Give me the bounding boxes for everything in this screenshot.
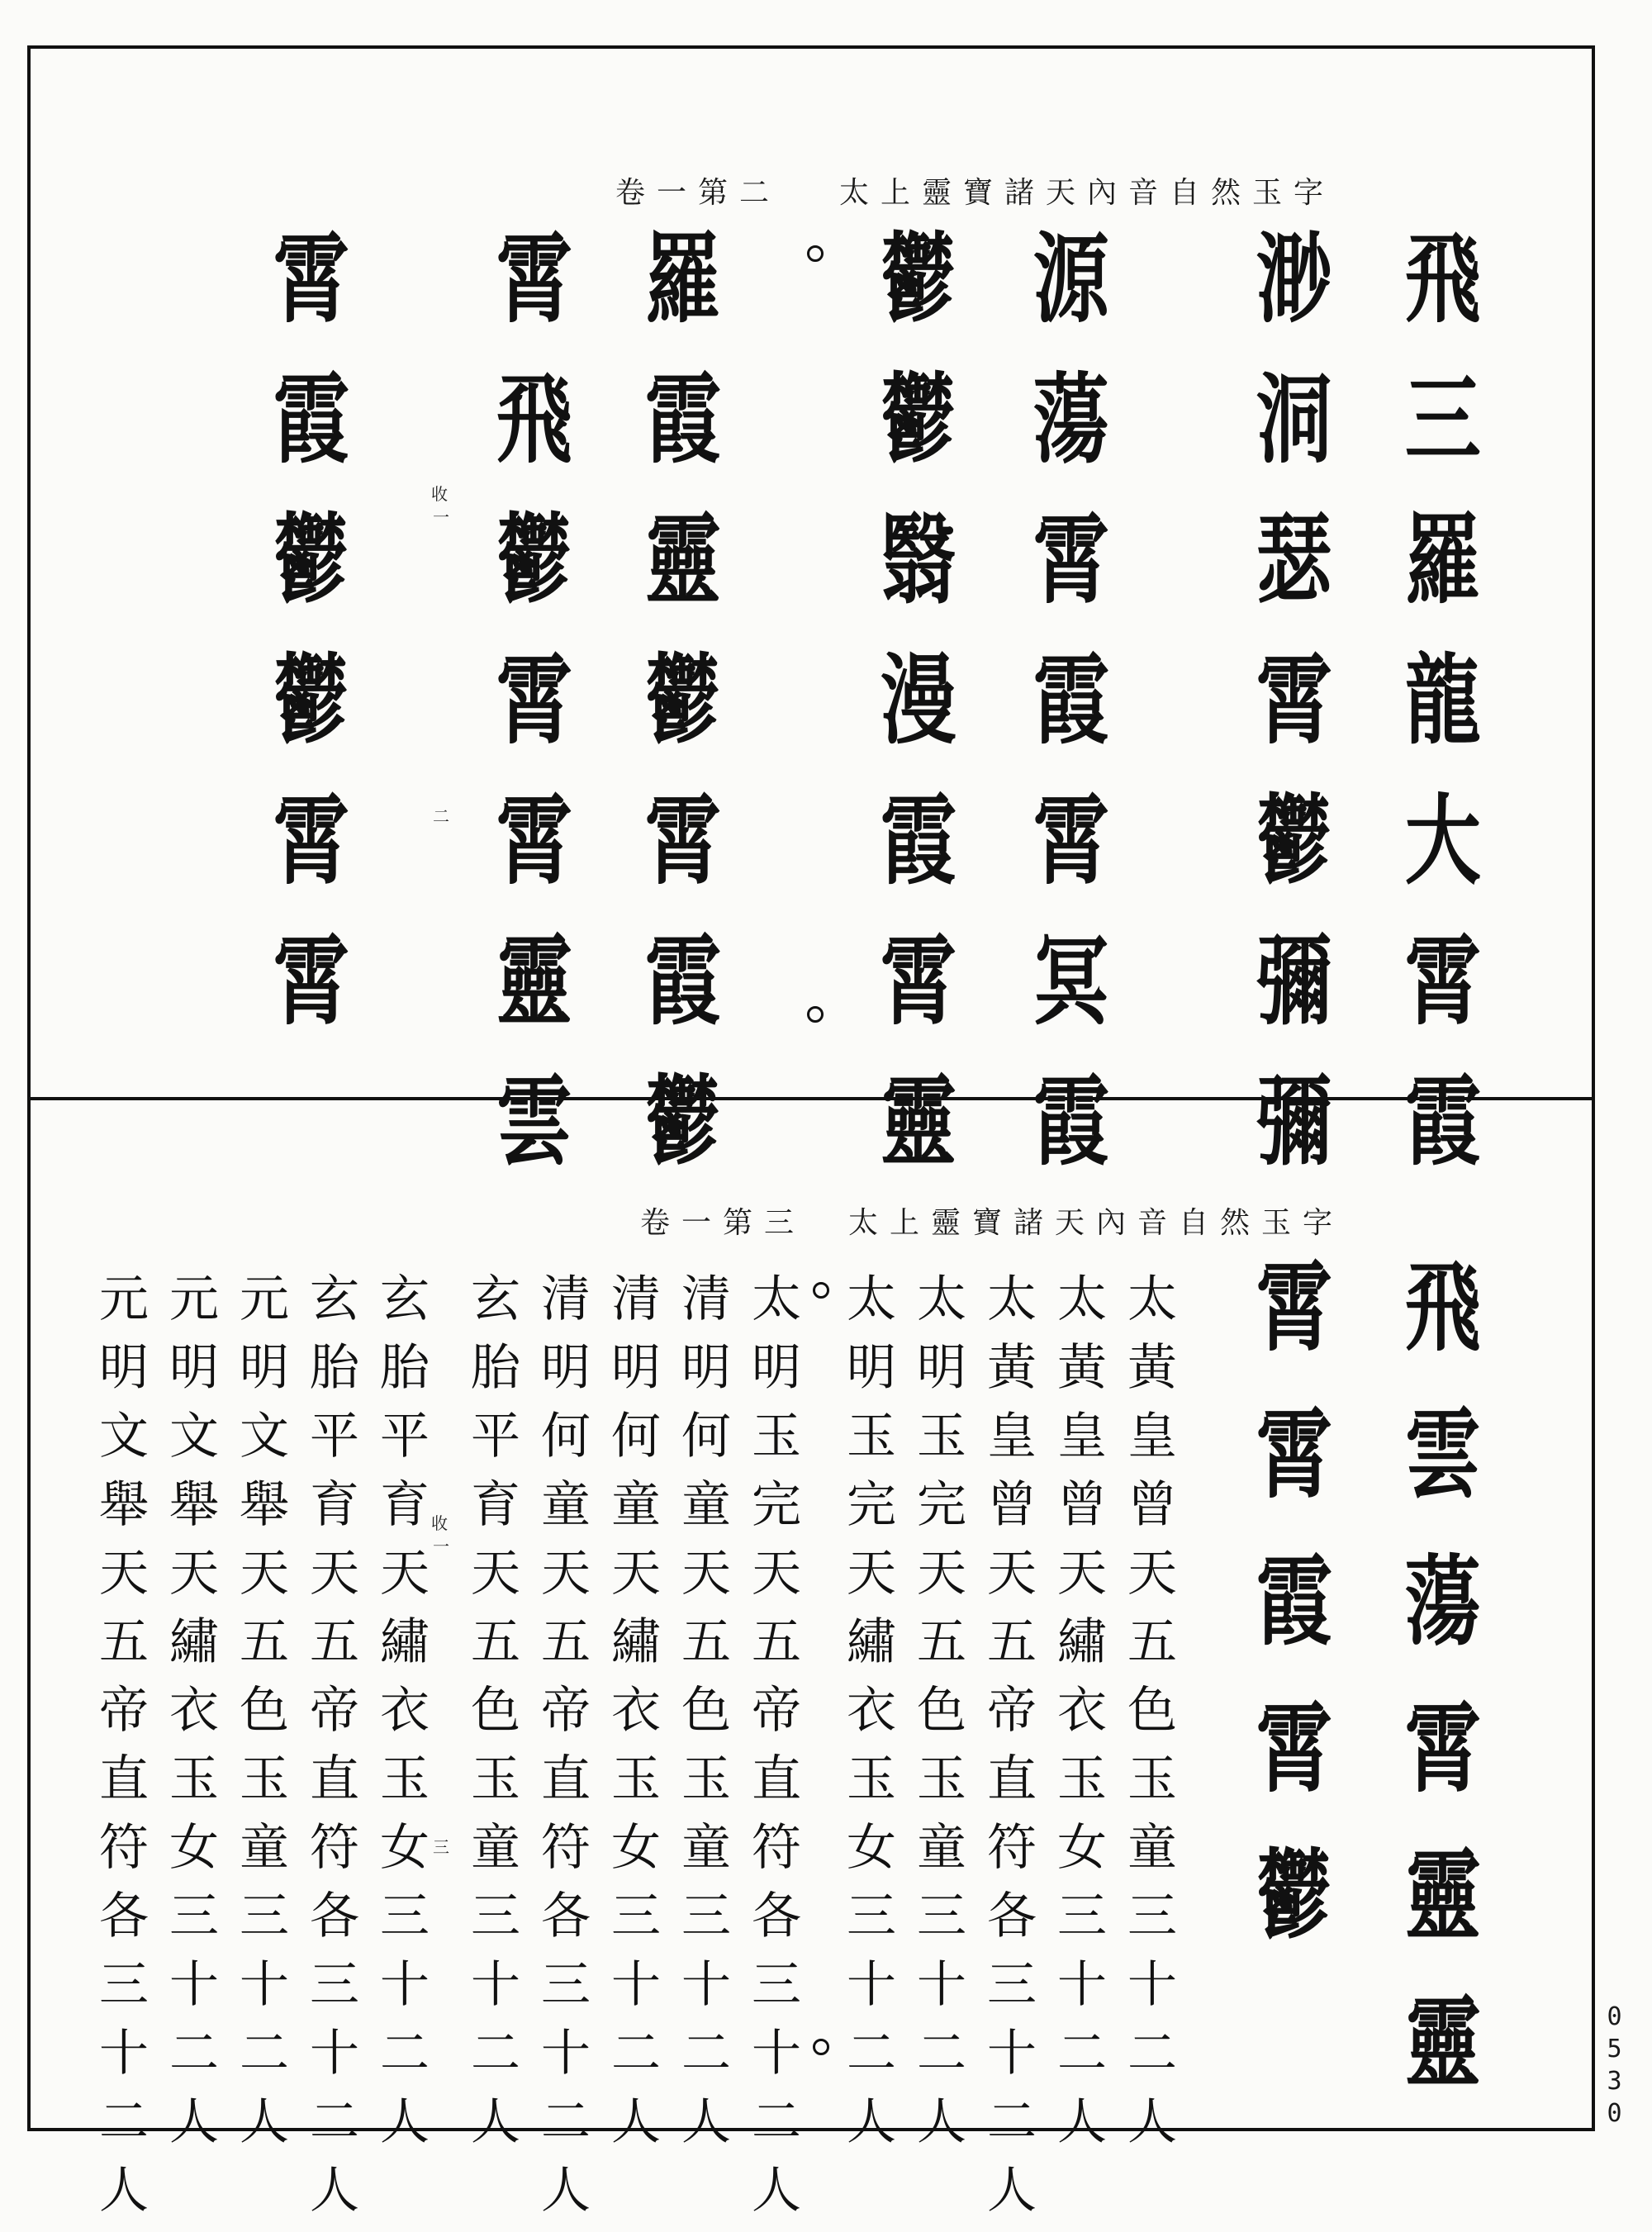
text-column: 清明何童天五帝直符各三十二人 xyxy=(533,1272,591,2232)
text-column: 太黃皇曾天五色玉童三十二人 xyxy=(1119,1272,1177,2163)
text-column: 清明何童天五色玉童三十二人 xyxy=(673,1272,731,2163)
seal-column: 霄霄霞霄鬱 xyxy=(1243,1256,1333,1991)
text-column: 太黃皇曾天五帝直符各三十二人 xyxy=(979,1272,1037,2232)
text-column: 元明文舉天五帝直符各三十二人 xyxy=(91,1272,149,2232)
text-column: 太黃皇曾天繡衣玉女三十二人 xyxy=(1049,1272,1107,2163)
text-column: 清明何童天繡衣玉女三十二人 xyxy=(603,1272,661,2163)
text-column: 玄胎平育天五色玉童三十二人 xyxy=(463,1272,520,2163)
upper-header-volume: 卷一第二 xyxy=(615,176,781,210)
text-column: 太明玉完天五色玉童三十二人 xyxy=(909,1272,966,2163)
text-column: 玄胎平育天繡衣玉女三十二人 xyxy=(372,1272,430,2163)
seal-column: 鬱鬱翳漫霞霄靈 xyxy=(867,227,957,1210)
text-column: 元明文舉天繡衣玉女三十二人 xyxy=(161,1272,219,2163)
folio-mark: 三 xyxy=(433,1837,449,1857)
folio-mark: 一 xyxy=(433,507,449,527)
seal-column: 源蕩霄霞霄冥霞 xyxy=(1020,227,1110,1210)
text-column: 玄胎平育天五帝直符各三十二人 xyxy=(301,1272,359,2232)
upper-header-title: 太上靈寶諸天內音自然玉字 xyxy=(839,176,1336,210)
text-column: 元明文舉天五色玉童三十二人 xyxy=(231,1272,289,2163)
text-column: 太明玉完天繡衣玉女三十二人 xyxy=(838,1272,896,2163)
section-divider xyxy=(27,1097,1595,1100)
folio-mark: 一 xyxy=(433,1536,449,1556)
folio-mark: 二 xyxy=(433,806,449,826)
folio-mark: 收 xyxy=(431,1513,448,1533)
text-column: 太明玉完天五帝直符各三十二人 xyxy=(743,1272,801,2232)
seal-column: 羅霞靈鬱霄霞鬱 xyxy=(632,227,722,1210)
seal-column: 渺洞瑟霄鬱彌彌 xyxy=(1243,227,1333,1210)
punctuation-circle xyxy=(813,2039,829,2055)
seal-column: 飛雲蕩霄靈靈 xyxy=(1392,1256,1482,2138)
folio-mark: 收 xyxy=(431,484,448,504)
seal-column: 飛三羅龍大霄霞 xyxy=(1392,227,1482,1210)
lower-header-title: 太上靈寶諸天內音自然玉字 xyxy=(848,1206,1345,1240)
punctuation-circle xyxy=(807,1006,824,1023)
seal-column: 霄霞鬱鬱霄霄 xyxy=(260,227,350,1070)
lower-header-volume: 卷一第三 xyxy=(640,1206,806,1240)
punctuation-circle xyxy=(807,245,824,262)
seal-column: 霄飛鬱霄霄靈雲 xyxy=(483,227,573,1210)
page-number: 0530 xyxy=(1600,2002,1629,2131)
punctuation-circle xyxy=(813,1282,829,1299)
